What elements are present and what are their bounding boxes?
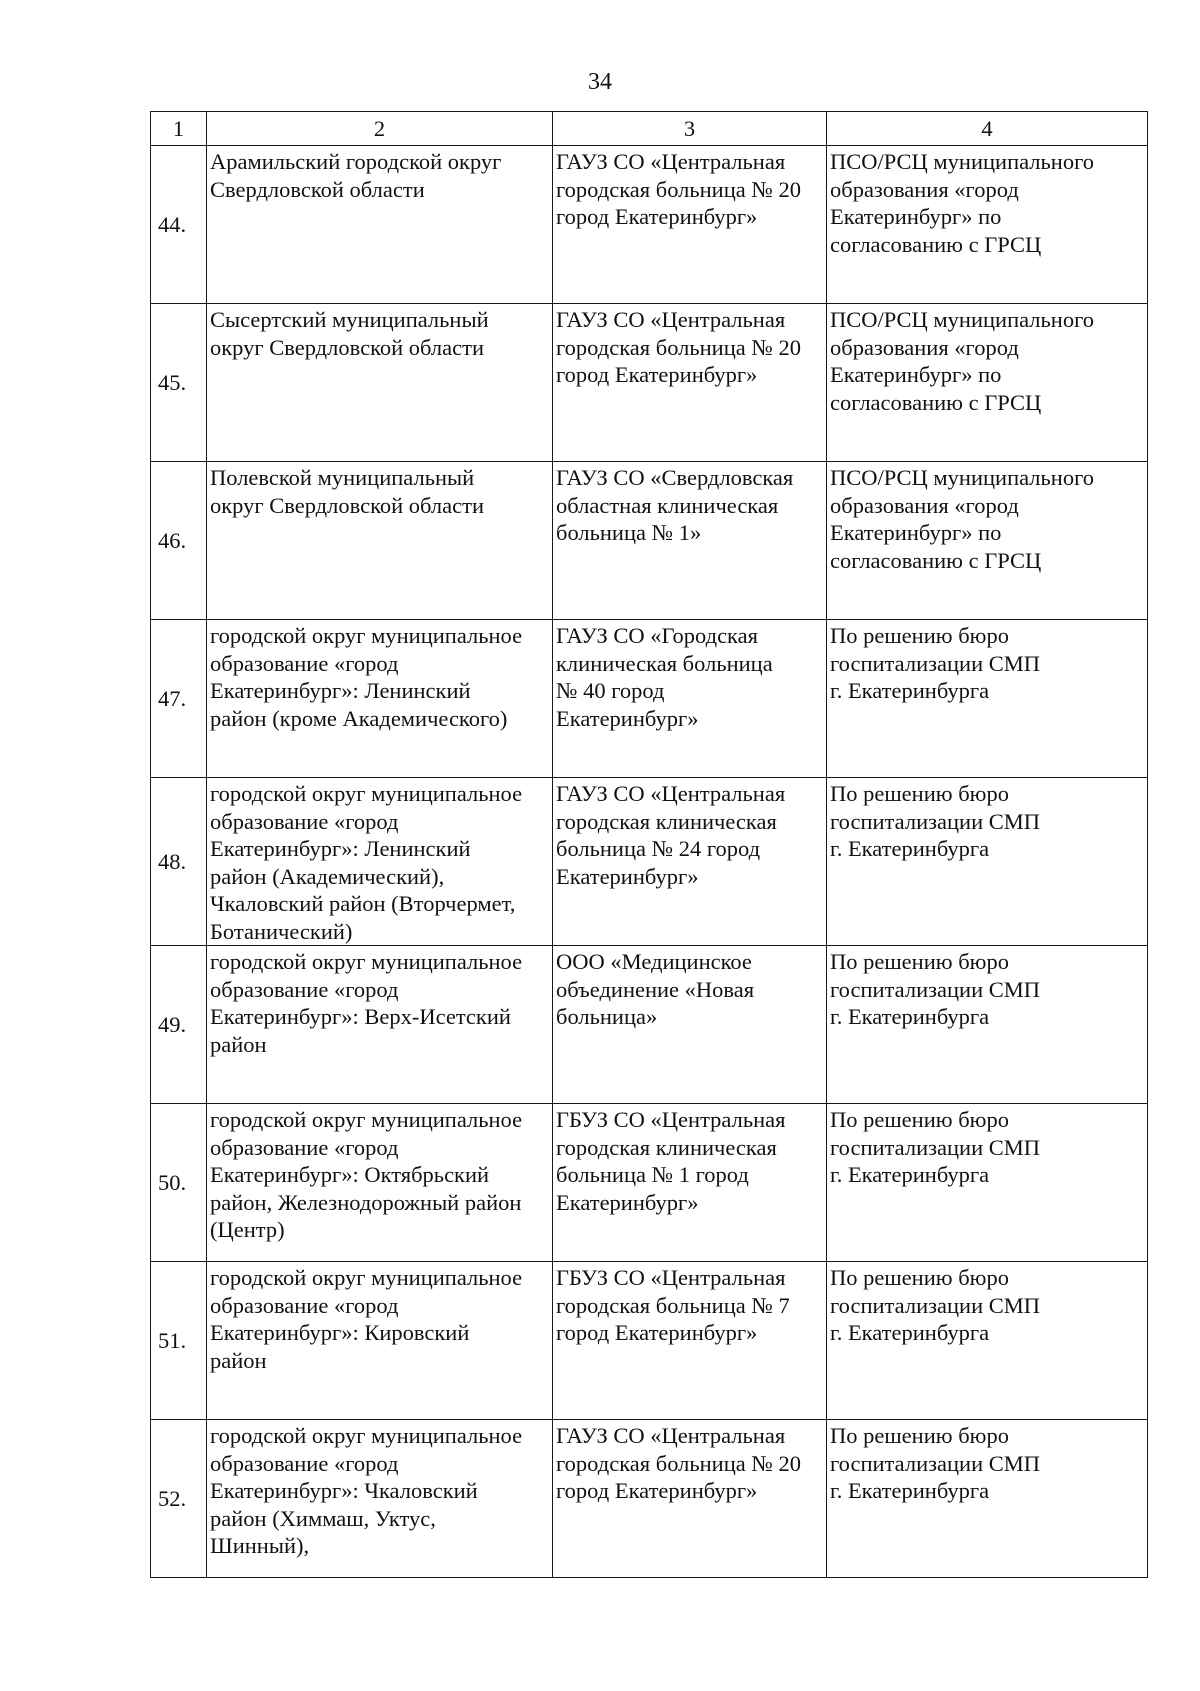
- table-row: [151, 304, 1148, 462]
- territory-cell: городской округ муниципальное образование «город Екатеринбург»: Верх-Исетский район: [207, 946, 553, 1104]
- table-row: [151, 1420, 1148, 1578]
- table-row: [151, 1262, 1148, 1420]
- territory-cell: Сысертский муниципальный округ Свердловской области: [207, 304, 553, 462]
- routing-cell: ПСО/РСЦ муниципального образования «город Екатеринбург» по согласованию с ГРСЦ: [827, 146, 1148, 304]
- routing-cell: По решению бюро госпитализации СМП г. Екатеринбурга: [827, 946, 1148, 1104]
- header-col-4: 4: [827, 112, 1148, 146]
- routing-cell: По решению бюро госпитализации СМП г. Екатеринбурга: [827, 1104, 1148, 1262]
- routing-cell: По решению бюро госпитализации СМП г. Екатеринбурга: [827, 620, 1148, 778]
- row-number: 46.: [151, 462, 207, 620]
- routing-cell: ПСО/РСЦ муниципального образования «город Екатеринбург» по согласованию с ГРСЦ: [827, 304, 1148, 462]
- table-row: [151, 778, 1148, 946]
- row-number: 50.: [151, 1104, 207, 1262]
- territory-cell: городской округ муниципальное образование «город Екатеринбург»: Ленинский район (Академический), Чкаловский район (Вторчермет, Ботанический): [207, 778, 553, 946]
- routing-cell: По решению бюро госпитализации СМП г. Екатеринбурга: [827, 1262, 1148, 1420]
- table-body: [151, 146, 1148, 1578]
- hospital-cell: ООО «Медицинское объединение «Новая больница»: [553, 946, 827, 1104]
- territory-cell: городской округ муниципальное образование «город Екатеринбург»: Октябрьский район, Железнодорожный район (Центр): [207, 1104, 553, 1262]
- routing-cell: ПСО/РСЦ муниципального образования «город Екатеринбург» по согласованию с ГРСЦ: [827, 462, 1148, 620]
- row-number: 51.: [151, 1262, 207, 1420]
- row-number: 44.: [151, 146, 207, 304]
- territory-cell: Арамильский городской округ Свердловской области: [207, 146, 553, 304]
- hospital-cell: ГБУЗ СО «Центральная городская больница № 7 город Екатеринбург»: [553, 1262, 827, 1420]
- hospital-cell: ГАУЗ СО «Городская клиническая больница № 40 город Екатеринбург»: [553, 620, 827, 778]
- header-col-1: 1: [151, 112, 207, 146]
- row-number: 49.: [151, 946, 207, 1104]
- table-row: [151, 462, 1148, 620]
- hospital-cell: ГАУЗ СО «Центральная городская больница № 20 город Екатеринбург»: [553, 146, 827, 304]
- hospital-cell: ГАУЗ СО «Центральная городская больница № 20 город Екатеринбург»: [553, 304, 827, 462]
- hospital-cell: ГБУЗ СО «Центральная городская клиническая больница № 1 город Екатеринбург»: [553, 1104, 827, 1262]
- page-number: 34: [588, 69, 612, 95]
- routing-cell: По решению бюро госпитализации СМП г. Екатеринбурга: [827, 1420, 1148, 1578]
- table-row: [151, 146, 1148, 304]
- hospital-cell: ГАУЗ СО «Свердловская областная клиническая больница № 1»: [553, 462, 827, 620]
- row-number: 52.: [151, 1420, 207, 1578]
- row-number: 47.: [151, 620, 207, 778]
- hospital-cell: ГАУЗ СО «Центральная городская клиническая больница № 24 город Екатеринбург»: [553, 778, 827, 946]
- routing-table: [150, 111, 1148, 1578]
- header-col-3: 3: [553, 112, 827, 146]
- hospital-cell: ГАУЗ СО «Центральная городская больница № 20 город Екатеринбург»: [553, 1420, 827, 1578]
- row-number: 48.: [151, 778, 207, 946]
- table-row: [151, 1104, 1148, 1262]
- header-row: [151, 112, 1148, 146]
- territory-cell: Полевской муниципальный округ Свердловской области: [207, 462, 553, 620]
- routing-cell: По решению бюро госпитализации СМП г. Екатеринбурга: [827, 778, 1148, 946]
- territory-cell: городской округ муниципальное образование «город Екатеринбург»: Чкаловский район (Химмаш, Уктус, Шинный),: [207, 1420, 553, 1578]
- table-row: [151, 946, 1148, 1104]
- territory-cell: городской округ муниципальное образование «город Екатеринбург»: Кировский район: [207, 1262, 553, 1420]
- territory-cell: городской округ муниципальное образование «город Екатеринбург»: Ленинский район (кроме Академического): [207, 620, 553, 778]
- table-header: [151, 112, 1148, 146]
- header-col-2: 2: [207, 112, 553, 146]
- table-row: [151, 620, 1148, 778]
- row-number: 45.: [151, 304, 207, 462]
